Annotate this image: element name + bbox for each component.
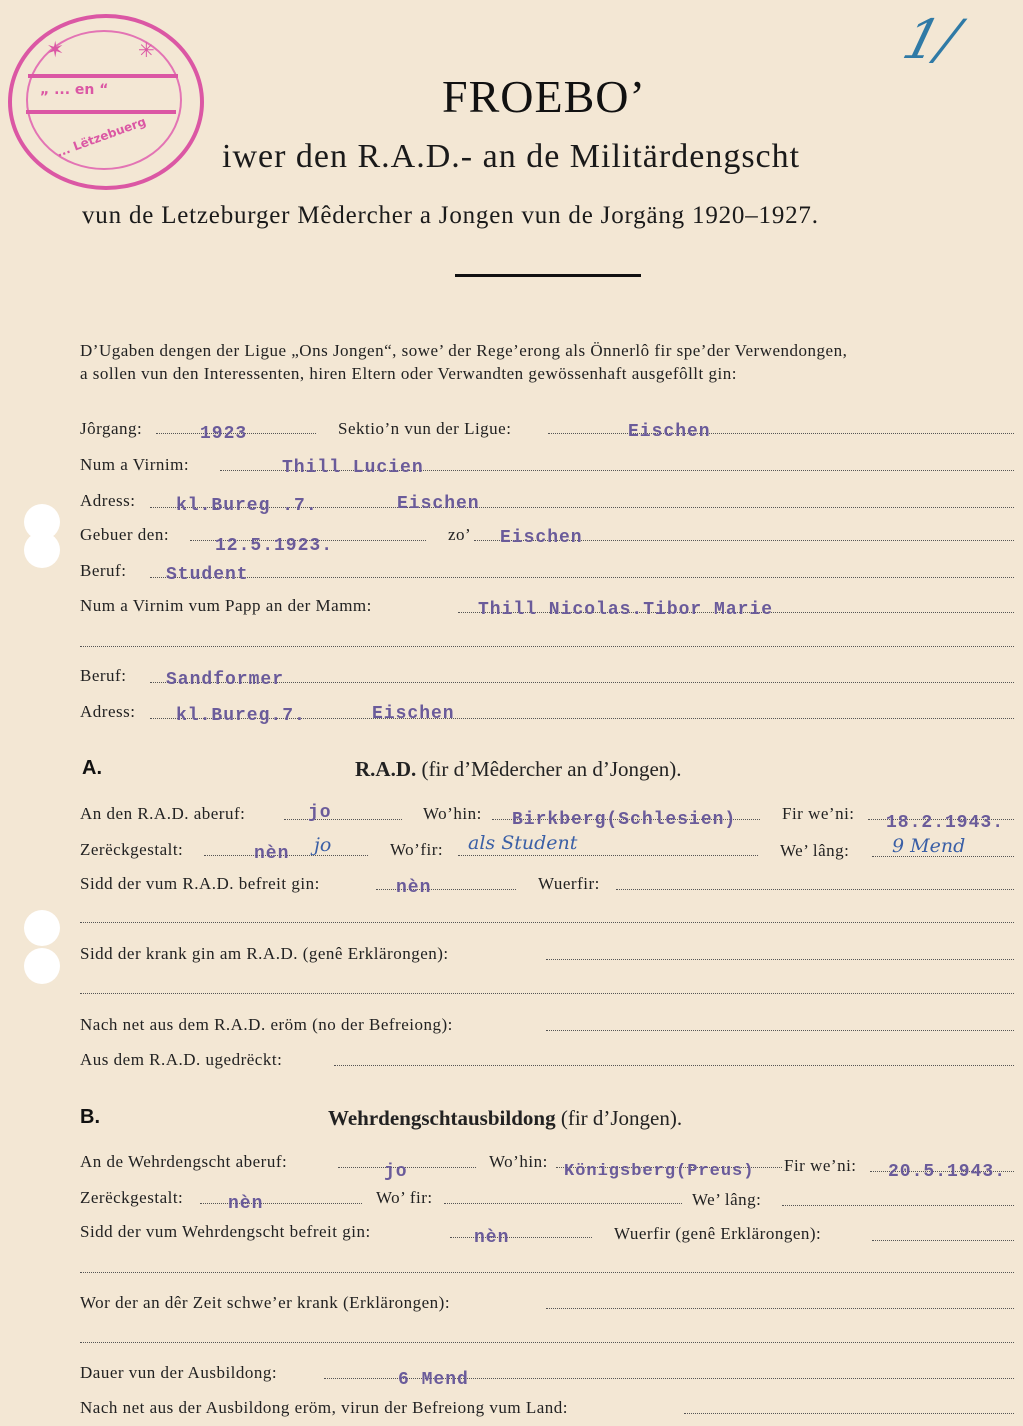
adress2-field-town[interactable]: Eischen [372, 704, 455, 724]
star-icon: ✳ [138, 38, 155, 62]
b-befreit-label: Sidd der vum Wehrdengscht befreit gin: [80, 1222, 371, 1241]
a-zereck-handwritten: jo [314, 834, 332, 856]
page-subtitle: iwer den R.A.D.- an de Militärdengscht [222, 138, 801, 175]
intro-line-2: a sollen vun den Interessenten, hiren Eltern oder Verwandten gewössenhaft ausgefôllt gin: [80, 364, 737, 383]
b-befreit-field[interactable]: nèn [474, 1228, 510, 1248]
intro-line-1: D’Ugaben dengen der Ligue „Ons Jongen“, sowe’ der Rege’erong als Önnerlô fir spe’der Verwendongen, [80, 341, 848, 360]
zo-label: zo’ [448, 525, 472, 544]
adress-field-street[interactable]: kl.Bureg .7. [176, 496, 318, 516]
stamp-line-2: ... Lëtzebuerg [54, 114, 148, 160]
b-zereck-label: Zerëckgestalt: [80, 1188, 184, 1207]
b-krank-label: Wor der an dêr Zeit schwe’er krank (Erklärongen): [80, 1293, 451, 1312]
page-title: FROEBO’ [442, 71, 646, 122]
a-wohin-field[interactable]: Birkberg(Schlesien) [512, 810, 737, 830]
a-krank-label: Sidd der krank gin am R.A.D. (genê Erklärongen): [80, 944, 449, 963]
section-a-letter: A. [82, 757, 102, 779]
stamp-line-1: „ ... en “ [40, 82, 109, 98]
a-wohin-label: Wo’hin: [423, 804, 482, 823]
name-label: Num a Virnim: [80, 455, 190, 474]
punch-hole-2 [24, 532, 60, 568]
b-aberuf-field[interactable]: jo [384, 1162, 408, 1182]
a-ugedreckt-label: Aus dem R.A.D. ugedrëckt: [80, 1050, 283, 1069]
b-dauer-label: Dauer vun der Ausbildong: [80, 1363, 278, 1382]
b-wohin-field[interactable]: Königsberg(Preus) [564, 1162, 755, 1181]
jorgang-label: Jôrgang: [80, 419, 143, 438]
corner-mark: 1/ [896, 8, 967, 71]
beruf2-field[interactable]: Sandformer [166, 670, 285, 690]
a-aberuf-label: An den R.A.D. aberuf: [80, 804, 246, 823]
parents-field[interactable]: Thill Nicolas.Tibor Marie [478, 600, 774, 620]
section-b-letter: B. [80, 1106, 100, 1128]
gebuer-field[interactable]: 12.5.1923. [215, 536, 334, 556]
a-zereck-label: Zerëckgestalt: [80, 840, 184, 859]
a-firweni-label: Fir we’ni: [782, 804, 855, 823]
beruf-field[interactable]: Student [166, 565, 249, 585]
b-nach-label: Nach net aus der Ausbildong eröm, virun der Befreiong vum Land: [80, 1398, 569, 1417]
b-wofir-label: Wo’ fir: [376, 1188, 433, 1207]
adress-label: Adress: [80, 491, 136, 510]
sektion-label: Sektio’n vun der Ligue: [338, 419, 512, 438]
a-nach-label: Nach net aus dem R.A.D. eröm (no der Befreiong): [80, 1015, 453, 1034]
b-dauer-field[interactable]: 6 Mend [398, 1370, 469, 1390]
a-welang-field[interactable]: 9 Mend [892, 835, 966, 857]
a-befreit-label: Sidd der vum R.A.D. befreit gin: [80, 874, 320, 893]
a-welang-label: We’ lâng: [780, 841, 850, 860]
a-befreit-field[interactable]: nèn [396, 878, 432, 898]
section-a-title-main: R.A.D. [355, 757, 417, 781]
ink-stamp [8, 14, 204, 190]
b-firweni-field[interactable]: 20.5.1943. [888, 1162, 1007, 1182]
parents-label: Num a Virnim vum Papp an der Mamm: [80, 596, 372, 615]
punch-hole-3 [24, 910, 60, 946]
zo-field[interactable]: Eischen [500, 528, 583, 548]
beruf-label: Beruf: [80, 561, 127, 580]
a-firweni-field[interactable]: 18.2.1943. [886, 813, 1005, 833]
section-b-title-main: Wehrdengschtausbildong [328, 1106, 556, 1130]
b-aberuf-label: An de Wehrdengscht aberuf: [80, 1152, 288, 1171]
jorgang-field[interactable]: 1923 [200, 424, 248, 444]
b-firweni-label: Fir we’ni: [784, 1156, 857, 1175]
a-wofir-field[interactable]: als Student [468, 832, 578, 854]
section-b-title [328, 1106, 682, 1131]
star-icon: ✶ [46, 38, 65, 63]
header-divider [455, 274, 641, 277]
sektion-field[interactable]: Eischen [628, 422, 711, 442]
a-zereck-field[interactable]: nèn [254, 844, 290, 864]
section-a-title-suffix: (fir d’Mêdercher an d’Jongen). [421, 757, 682, 781]
adress-field-town[interactable]: Eischen [397, 494, 480, 514]
beruf2-label: Beruf: [80, 666, 127, 685]
name-field[interactable]: Thill Lucien [282, 458, 424, 478]
section-a-title [355, 757, 682, 782]
a-wuerfir-label: Wuerfir: [538, 874, 600, 893]
adress2-field-street[interactable]: kl.Bureg.7. [176, 706, 306, 726]
b-zereck-field[interactable]: nèn [228, 1194, 264, 1214]
page-subtitle-2: vun de Letzeburger Mêdercher a Jongen vun de Jorgäng 1920–1927. [82, 202, 819, 229]
b-wuerfir-label: Wuerfir (genê Erklärongen): [614, 1224, 822, 1243]
section-b-title-suffix: (fir d’Jongen). [560, 1106, 683, 1130]
adress2-label: Adress: [80, 702, 136, 721]
punch-hole-4 [24, 948, 60, 984]
a-wofir-label: Wo’fir: [390, 840, 444, 859]
gebuer-label: Gebuer den: [80, 525, 170, 544]
b-welang-label: We’ lâng: [692, 1190, 762, 1209]
a-aberuf-field[interactable]: jo [308, 803, 332, 823]
b-wohin-label: Wo’hin: [489, 1152, 548, 1171]
